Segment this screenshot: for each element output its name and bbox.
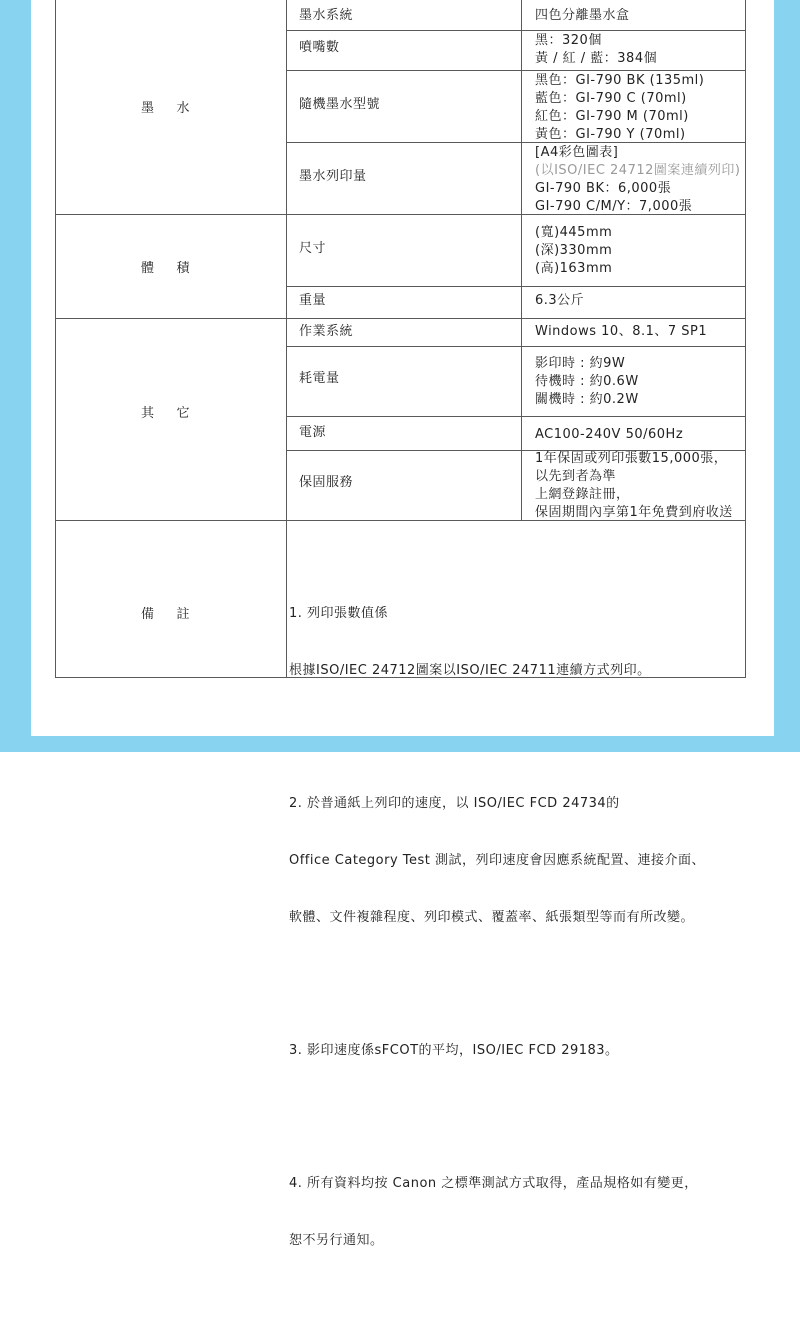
row-line [286,286,746,287]
warranty-value: 1年保固或列印張數15,000張， 以先到者為準 上網登錄註冊， 保固期間內享第1年免費到府收送 [535,451,733,520]
dimensions-label: 尺寸 [299,241,327,256]
notes-list [289,528,705,1326]
note-item: 3. 影印速度係sFCOT的平均，ISO/IEC FCD 29183。 [289,1043,619,1058]
group-line [55,318,746,319]
category-ink: 墨 水 [141,101,191,116]
os-value: Windows 10、8.1、7 SP1 [535,324,708,339]
category-size: 體 積 [141,261,191,276]
weight-value: 6.3公斤 [535,293,585,308]
cartridge-value: 黑色：GI-790 BK (135ml) 藍色：GI-790 C (70ml) 紅色：GI-790 M (70ml) 黃色：GI-790 Y (70ml) [535,73,705,142]
divider-category [286,0,287,678]
table-border-left [55,0,56,678]
category-other: 其 它 [141,406,191,421]
note-item: 4. 所有資料均按 Canon 之標準測試方式取得，產品規格如有變更， 恕不另行通知。 [289,1176,698,1248]
row-line [286,70,746,71]
dimensions-value: (寬)445mm (深)330mm (高)163mm [535,225,613,276]
row-line [286,30,746,31]
nozzles-value: 黑：320個 黃 / 紅 / 藍：384個 [535,33,658,66]
power-label: 耗電量 [299,371,340,386]
note-item: 1. 列印張數值係 根據ISO/IEC 24712圖案以ISO/IEC 24711連續方式列印。 [289,606,651,678]
left-border [0,0,31,752]
ink-system-label: 墨水系統 [299,8,354,23]
supply-label: 電源 [299,425,327,440]
warranty-label: 保固服務 [299,475,354,490]
yield-label: 墨水列印量 [299,169,367,184]
divider-value [521,0,522,520]
power-value: 影印時 : 約9W 待機時 : 約0.6W 關機時 : 約0.2W [535,356,639,407]
row-line [286,346,746,347]
spec-table [31,0,774,1248]
note-item: 2. 於普通紙上列印的速度，以 ISO/IEC FCD 24734的 Office Category Test 測試，列印速度會因應系統配置、連接介面、 軟體、文件複雜程度、列印模式、覆蓋率、紙張類型等而有所改變。 [289,796,706,925]
row-line [286,416,746,417]
os-label: 作業系統 [299,324,354,339]
cartridge-label: 隨機墨水型號 [299,97,381,112]
supply-value: AC100-240V 50/60Hz [535,427,684,442]
nozzles-label: 噴嘴數 [299,40,340,55]
table-border-right [745,0,746,678]
weight-label: 重量 [299,293,327,308]
ink-system-value: 四色分離墨水盒 [535,8,630,23]
yield-value: [A4彩色圖表] (以ISO/IEC 24712圖案連續列印) GI-790 BK：6,000張 GI-790 C/M/Y：7,000張 [535,145,741,214]
category-notes: 備 註 [141,607,191,622]
right-border [774,0,800,752]
